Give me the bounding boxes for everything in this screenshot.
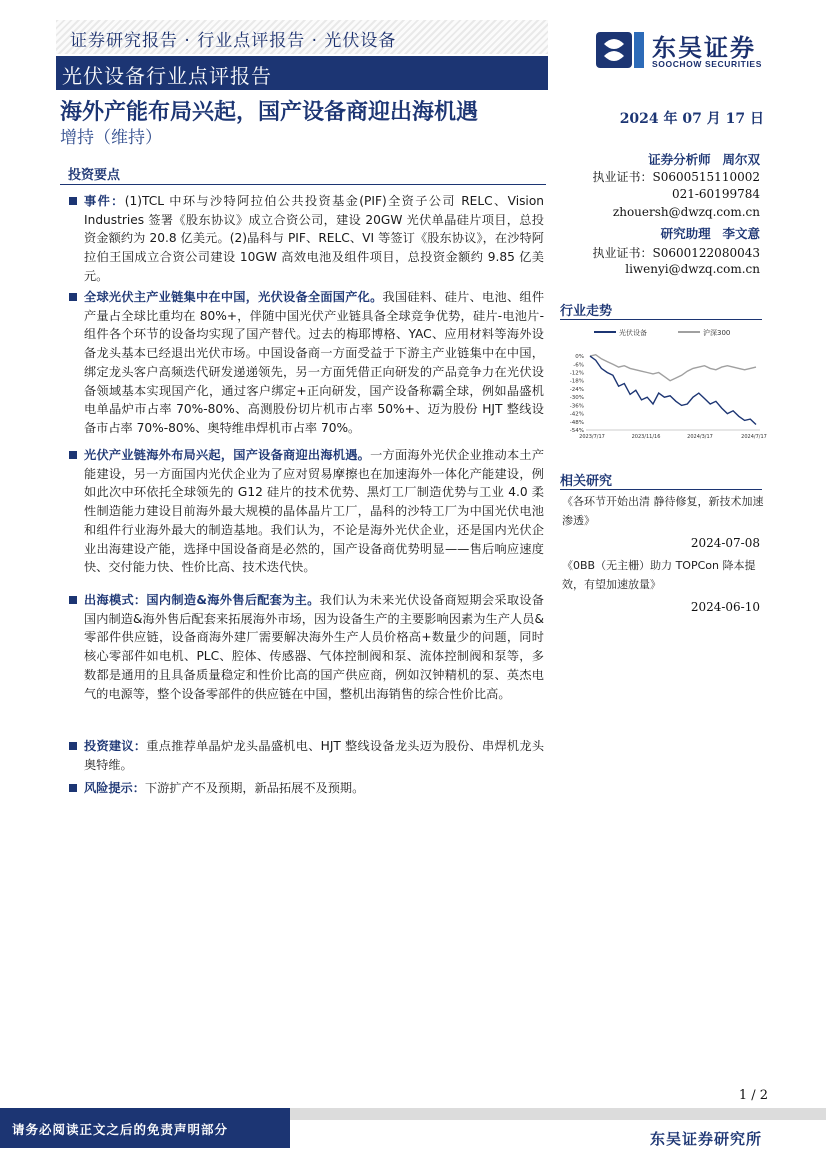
chart-plot — [590, 355, 756, 425]
point-item — [84, 192, 544, 286]
square-bullet-icon — [69, 451, 77, 459]
point-text: 我国硅料、硅片、电池、组件产量占全球比重均在 80%+，伴随中国光伏产业链具备全球竞争优势，硅片-电池片-组件各个环节的设备均实现了国产替代。过去的梅耶博格、YAC、应用材料等海外设备龙头基本已经退出光伏市场。中国设备商一方面受益于下游主产业链集中在中国，绑定龙头客户高频迭代研发递递领先，另一方面凭借正向研发的产品竞争力在光伏设备领域基本实现国产化，通过客户绑定+正向研发，国产设备称霸全球，例如晶盛机电单晶炉市占率 70%-80%、高测股份切片机市占率 50%+、迈为股份 HJT 整线设备市占率 70%-80%、奥特维串焊机市占率 70%。 — [84, 290, 545, 435]
point-item — [84, 446, 544, 577]
assistant-name: 李文意 — [722, 226, 760, 241]
assistant-line — [661, 224, 760, 242]
analyst-email: zhouersh@dwzq.com.cn — [612, 205, 760, 219]
institute-name: 东吴证券研究所 — [649, 1130, 762, 1148]
point-lead: 出海模式：国内制造&海外售后配套为主。 — [84, 593, 320, 607]
point-text: (1)TCL 中环与沙特阿拉伯公共投资基金(PIF)全资子公司 RELC、Vision Industries 签署《股东协议》成立合资公司，建设 20GW 光伏单晶硅片项目，总投资金额约为 20.8 亿美元。(2)晶科与 PIF、RELC、VI 等签订《股东协议》，在沙特阿拉伯王国成立合资公司建设 10GW 高效电池及组件项目，总投资金额约 9.85 亿美元。 — [84, 194, 544, 283]
analyst-cert: 执业证书：S0600515110002 — [592, 170, 760, 184]
assistant-email: liwenyi@dwzq.com.cn — [625, 262, 760, 276]
point-lead: 光伏产业链海外布局兴起，国产设备商迎出海机遇。 — [84, 448, 371, 462]
x-tick-label: 2023/7/17 — [579, 434, 605, 440]
soochow-logo-icon — [594, 30, 646, 70]
trend-title: 行业走势 — [560, 304, 613, 319]
divider — [60, 184, 546, 185]
related-report-date: 2024-07-08 — [690, 536, 760, 550]
analyst-phone: 021-60199784 — [671, 187, 760, 201]
analyst-line — [648, 150, 760, 168]
square-bullet-icon — [69, 293, 77, 301]
series-title-bar — [56, 56, 548, 90]
chart-legend — [594, 328, 730, 337]
point-item — [84, 288, 544, 438]
point-item — [84, 737, 544, 774]
y-tick-label: -42% — [569, 411, 584, 418]
point-item — [84, 779, 544, 798]
disclaimer-notice: 请务必阅读正文之后的免责声明部分 — [12, 1122, 229, 1137]
point-text: 一方面海外光伏企业推动本土产能建设，另一方面国内光伏企业为了应对贸易摩擦也在加速海外一体化产能建设，例如此次中环依托全球领先的 G12 硅片的技术优势、黑灯工厂制造优势与工业 4.0 柔性制造能力建设目前海外最大规模的晶体晶片工厂，晶科的沙特工厂为中国光伏电池和组件行业海外最大的制造基地。我们认为，不论是海外光伏企业，还是国内光伏企业出海建设产能，选择中国设备商是必然的，国产设备商优势明显——售后响应速度快、交付能力快、性价比高、技术迭代快。 — [84, 448, 545, 575]
y-tick-label: -54% — [569, 428, 584, 434]
logo-text-cn: 东吴证券 — [652, 34, 756, 62]
x-tick-label: 2024/3/17 — [687, 434, 713, 440]
assistant-title: 研究助理 — [660, 226, 711, 241]
rating: 增持（维持） — [60, 128, 162, 148]
related-report-date: 2024-06-10 — [690, 600, 760, 614]
report-date: 2024 年 07 月 17 日 — [619, 111, 764, 127]
related-title: 相关研究 — [560, 474, 613, 489]
legend-label: 沪深300 — [703, 329, 731, 337]
square-bullet-icon — [69, 596, 77, 604]
point-text: 我们认为未来光伏设备商短期会采取设备国内制造&海外售后配套来拓展海外市场，因为设备生产的主要影响因素为生产人员&零部件供应链，设备商海外建厂需要解决海外生产人员价格高+数量少的问题，同时核心零部件如电机、PLC、腔体、传感器、气体控制阀和泵、流体控制阀和泵等，多数都是通用的且具备质量稳定和性价比高的国产供应商，例如汉钟精机的泵、英杰电气的电源等，整个设备零部件的供应链在中国，整机出海销售的综合性价比高。 — [84, 593, 544, 701]
y-tick-label: -18% — [569, 378, 584, 385]
logo-text-en: SOOCHOW SECURITIES — [652, 59, 762, 69]
x-axis — [579, 434, 767, 440]
point-lead: 投资建议： — [84, 739, 147, 753]
legend-label: 光伏设备 — [619, 329, 647, 337]
related-report-title[interactable]: 《0BB（无主栅）助力 TOPCon 降本提效，有望加速放量》 — [562, 559, 756, 591]
y-tick-label: 0% — [575, 354, 584, 361]
page-number: 1 / 2 — [738, 1088, 768, 1103]
divider — [560, 489, 762, 490]
y-tick-label: -12% — [569, 370, 584, 377]
x-tick-label: 2024/7/17 — [741, 434, 767, 440]
investment-points-title: 投资要点 — [68, 168, 121, 183]
y-tick-label: -24% — [569, 386, 584, 393]
point-lead: 风险提示： — [84, 781, 145, 795]
analyst-name: 周尔双 — [722, 152, 760, 167]
point-lead: 全球光伏主产业链集中在中国，光伏设备全面国产化。 — [84, 290, 383, 304]
square-bullet-icon — [69, 784, 77, 792]
square-bullet-icon — [69, 742, 77, 750]
related-report-title[interactable]: 《各环节开始出清 静待修复，新技术加速渗透》 — [562, 495, 764, 527]
y-tick-label: -48% — [569, 419, 584, 426]
y-tick-label: -30% — [569, 395, 584, 402]
series-line-csi300 — [590, 355, 756, 381]
footer-band — [0, 1108, 290, 1148]
point-text: 下游扩产不及预期，新品拓展不及预期。 — [144, 781, 365, 795]
point-text: 重点推荐单晶炉龙头晶盛机电、HJT 整线设备龙头迈为股份、串焊机龙头奥特维。 — [84, 739, 545, 772]
analyst-title: 证券分析师 — [648, 152, 711, 167]
y-tick-label: -36% — [569, 403, 584, 410]
y-tick-label: -6% — [573, 362, 584, 369]
assistant-cert: 执业证书：S0600122080043 — [592, 246, 760, 260]
x-tick-label: 2023/11/16 — [631, 434, 661, 440]
footer-shade — [290, 1108, 826, 1120]
report-headline: 海外产能布局兴起，国产设备商迎出海机遇 — [60, 100, 479, 125]
series-title: 光伏设备行业点评报告 — [62, 64, 272, 88]
divider — [560, 319, 762, 320]
trend-chart — [560, 322, 767, 444]
point-item — [84, 591, 544, 703]
breadcrumb: 证券研究报告 · 行业点评报告 · 光伏设备 — [70, 31, 397, 51]
point-lead: 事件： — [84, 194, 125, 208]
square-bullet-icon — [69, 197, 77, 205]
